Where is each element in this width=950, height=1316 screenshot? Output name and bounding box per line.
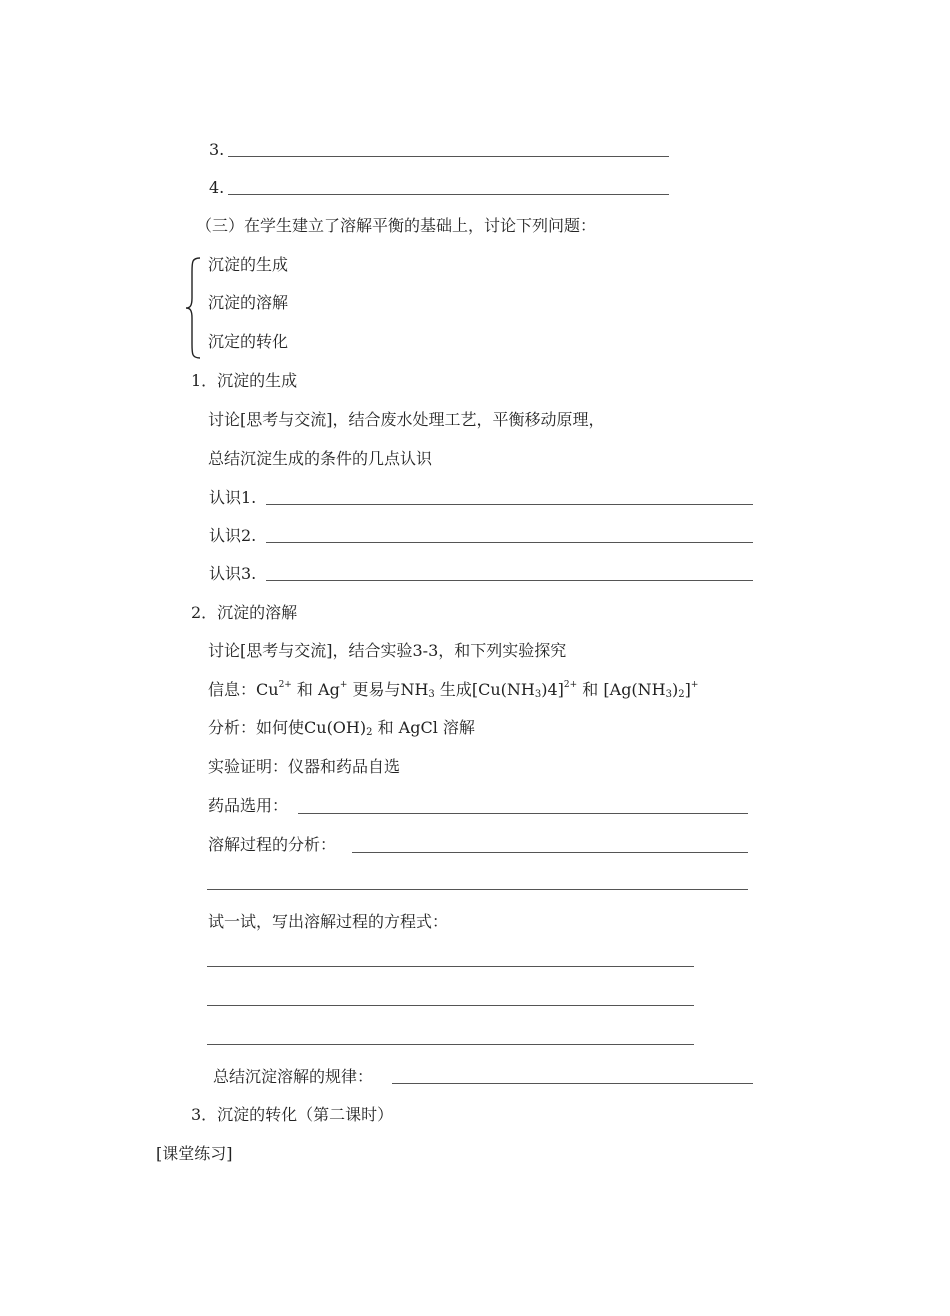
equation-line-1[interactable]	[207, 966, 694, 967]
brace-item-conversion: 沉定的转化	[208, 332, 289, 351]
info-cu: Cu	[256, 680, 279, 699]
info-complex1-b: )4]	[541, 680, 564, 699]
info-complex2-subscript-nh: 3	[665, 689, 672, 700]
process-label: 溶解过程的分析：	[208, 835, 337, 854]
info-nh-subscript: 3	[428, 689, 435, 700]
recognition-line-1[interactable]	[266, 504, 753, 505]
recognition-label-3: 认识3.	[209, 564, 257, 583]
brace-item-dissolution: 沉淀的溶解	[208, 293, 289, 312]
blank-line-4[interactable]	[228, 194, 669, 195]
part1-discuss: 讨论[思考与交流]，结合废水处理工艺，平衡移动原理，	[208, 410, 605, 429]
info-complex2-b: )	[672, 680, 679, 699]
info-complex1-charge: 2+	[563, 680, 578, 690]
drugs-line[interactable]	[298, 813, 748, 814]
rule-label: 总结沉淀溶解的规律：	[213, 1067, 374, 1086]
blank-line-3[interactable]	[228, 156, 669, 157]
brace-item-formation: 沉淀的生成	[208, 255, 289, 274]
recognition-line-3[interactable]	[266, 580, 753, 581]
curly-brace-icon	[184, 254, 204, 362]
recognition-line-2[interactable]	[266, 542, 753, 543]
analysis-line	[208, 718, 475, 738]
process-line-2[interactable]	[207, 889, 748, 890]
info-ag: Ag	[318, 680, 340, 699]
blank-label-4: 4.	[209, 178, 225, 197]
info-line	[208, 680, 698, 700]
analysis-cuoh-subscript: 2	[366, 727, 373, 738]
part1-summary: 总结沉淀生成的条件的几点认识	[208, 449, 433, 468]
info-cu-charge: 2+	[278, 680, 292, 690]
blank-label-3: 3.	[209, 140, 225, 159]
part3-heading: 3．沉淀的转化（第二课时）	[191, 1105, 394, 1124]
info-complex1-subscript: 3	[534, 689, 542, 700]
recognition-label-2: 认识2.	[209, 526, 257, 545]
info-mid: 更易与	[347, 680, 401, 699]
analysis-rest: 和 AgCl 溶解	[372, 718, 475, 737]
analysis-cuoh: Cu(OH)	[304, 718, 367, 737]
info-complex2-charge: +	[690, 680, 699, 690]
info-complex1-a: [Cu(NH	[471, 680, 535, 699]
practice-heading: [课堂练习]	[156, 1144, 233, 1163]
part1-heading: 1．沉淀的生成	[191, 371, 298, 390]
info-prefix: 信息：	[208, 680, 257, 699]
info-complex2-subscript: 2	[678, 689, 685, 700]
equation-line-3[interactable]	[207, 1044, 694, 1045]
section-title: （三）在学生建立了溶解平衡的基础上，讨论下列问题：	[196, 216, 597, 235]
info-and-2: 和	[577, 680, 604, 699]
process-line-1[interactable]	[352, 852, 748, 853]
info-nh: NH	[400, 680, 429, 699]
info-form: 生成	[434, 680, 472, 699]
try-label: 试一试，写出溶解过程的方程式：	[208, 912, 449, 931]
info-ag-charge: +	[339, 680, 348, 690]
info-and-1: 和	[291, 680, 319, 699]
experiment-line: 实验证明：仪器和药品自选	[208, 757, 401, 776]
equation-line-2[interactable]	[207, 1005, 694, 1006]
recognition-label-1: 认识1.	[209, 488, 257, 507]
analysis-prefix: 分析：如何使	[208, 718, 305, 737]
part2-heading: 2．沉淀的溶解	[191, 603, 298, 622]
info-complex2-c: ]	[684, 680, 691, 699]
rule-line[interactable]	[392, 1083, 753, 1084]
part2-discuss: 讨论[思考与交流]，结合实验3-3，和下列实验探究	[208, 641, 567, 660]
info-complex2-a: [Ag(NH	[603, 680, 666, 699]
drugs-label: 药品选用：	[208, 796, 289, 815]
